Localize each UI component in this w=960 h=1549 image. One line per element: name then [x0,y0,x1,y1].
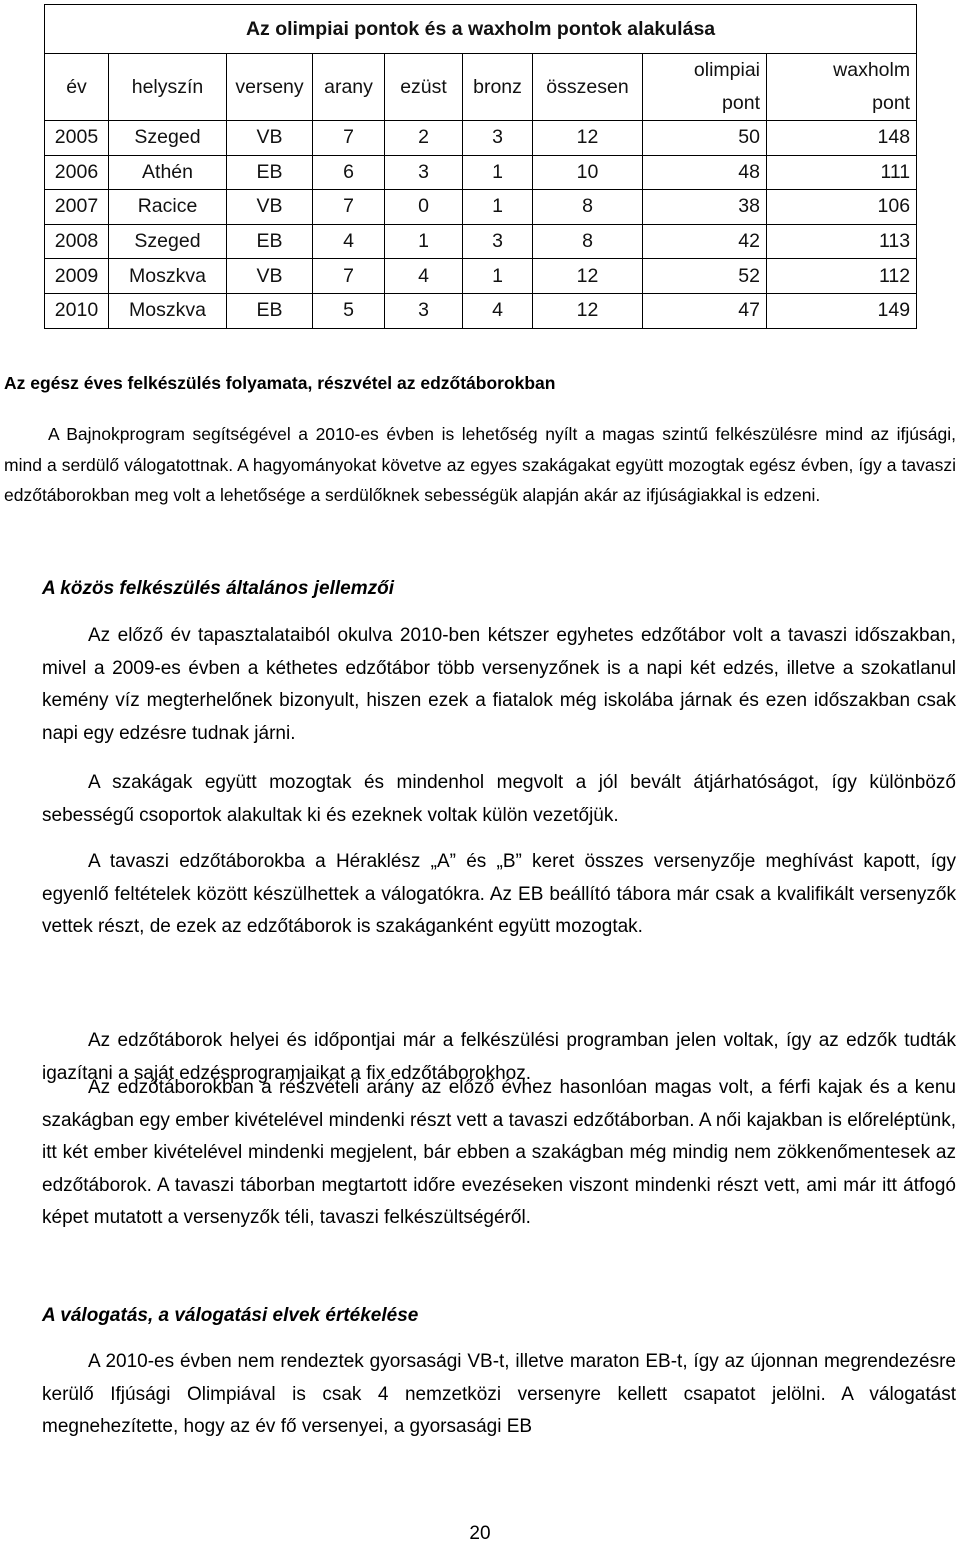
header-waxholm-line2: pont [872,92,911,114]
cell-osszesen: 8 [533,190,643,225]
table-row [45,259,917,294]
cell-bronz: 1 [463,259,533,294]
cell-arany: 6 [313,155,385,190]
cell-helyszin: Moszkva [109,293,227,328]
cell-ezust: 0 [385,190,463,225]
cell-bronz: 3 [463,224,533,259]
cell-helyszin: Moszkva [109,259,227,294]
cell-verseny: EB [227,293,313,328]
cell-verseny: VB [227,259,313,294]
cell-verseny: VB [227,190,313,225]
cell-helyszin: Racice [109,190,227,225]
cell-ezust: 3 [385,155,463,190]
cell-waxholm: 111 [767,155,917,190]
cell-verseny: VB [227,121,313,156]
table-row [45,155,917,190]
header-olimpiai-line2: pont [722,92,760,114]
table-title: Az olimpiai pontok és a waxholm pontok alakulása [45,5,917,54]
cell-helyszin: Athén [109,155,227,190]
cell-olimpiai: 50 [643,121,767,156]
header-waxholm-pont [767,54,917,121]
cell-ezust: 3 [385,293,463,328]
section2-heading: A közös felkészülés általános jellemzői [42,578,394,599]
table-row [45,121,917,156]
section2-paragraph-1: Az előző év tapasztalataiból okulva 2010-ben kétszer egyhetes edzőtábor volt a tavaszi időszakban, mivel a 2009-es évben a kéthetes edzőtábor több versenyzőnek is a napi két edzés, illetve a szokatlanul kemény víz megterhelőnek bizonyult, hiszen ezek a fiatalok még iskolába járnak és ezen időszakban csak napi egy edzésre tudnak járni. [42,625,956,744]
cell-olimpiai: 48 [643,155,767,190]
cell-arany: 7 [313,190,385,225]
cell-waxholm: 113 [767,224,917,259]
cell-ev: 2009 [45,259,109,294]
section2-paragraph-4: Az edzőtáborok helyei és időpontjai már a felkészülési programban jelen voltak, így az edzők tudták igazítani a saját edzésprogramjaikat a fix edzőtáborokhoz. [42,1030,956,1084]
cell-bronz: 1 [463,190,533,225]
table-row [45,190,917,225]
cell-arany: 5 [313,293,385,328]
cell-bronz: 1 [463,155,533,190]
header-verseny: verseny [227,54,313,121]
page-number: 20 [469,1523,491,1544]
header-olimpiai-pont [643,54,767,121]
cell-ev: 2005 [45,121,109,156]
cell-waxholm: 148 [767,121,917,156]
cell-ev: 2010 [45,293,109,328]
header-olimpiai-line1: olimpiai [693,59,760,81]
section2-paragraph-2: A szakágak együtt mozogtak és mindenhol megvolt a jól bevált átjárhatóságot, így különböző sebességű csoportok alakultak ki és ezeknek voltak külön vezetőjük. [42,772,956,826]
cell-olimpiai: 42 [643,224,767,259]
cell-bronz: 3 [463,121,533,156]
cell-waxholm: 149 [767,293,917,328]
cell-osszesen: 12 [533,121,643,156]
cell-bronz: 4 [463,293,533,328]
cell-olimpiai: 47 [643,293,767,328]
section3-heading: A válogatás, a válogatási elvek értékelése [42,1305,419,1326]
cell-helyszin: Szeged [109,121,227,156]
cell-arany: 7 [313,121,385,156]
cell-waxholm: 106 [767,190,917,225]
cell-osszesen: 12 [533,293,643,328]
cell-waxholm: 112 [767,259,917,294]
section2-paragraph-3: A tavaszi edzőtáborokba a Héraklész „A” és „B” keret összes versenyzője meghívást kapott, így egyenlő feltételek között készülhettek a válogatókra. Az EB beállító tábora már csak a kvalifikált versenyzők vettek részt, de ezek az edzőtáborok is szakáganként együtt mozogtak. [42,851,956,937]
section1-paragraph: A Bajnokprogram segítségével a 2010-es évben is lehetőség nyílt a magas szintű felkészülésre mind az ifjúsági, mind a serdülő válogatottnak. A hagyományokat követve az egyes szakágakat együtt mozogtak egész évben, így a tavaszi edzőtáborokban meg volt a lehetősége a serdülőknek sebességük alapján akár az ifjúságiakkal is edzeni. [4,424,956,505]
cell-helyszin: Szeged [109,224,227,259]
cell-osszesen: 10 [533,155,643,190]
header-waxholm-line1: waxholm [833,59,911,81]
cell-verseny: EB [227,155,313,190]
header-ev: év [45,54,109,121]
section1-heading: Az egész éves felkészülés folyamata, részvétel az edzőtáborokban [4,373,556,393]
cell-osszesen: 12 [533,259,643,294]
cell-arany: 7 [313,259,385,294]
table-row [45,293,917,328]
cell-arany: 4 [313,224,385,259]
cell-olimpiai: 52 [643,259,767,294]
cell-ev: 2008 [45,224,109,259]
cell-ev: 2006 [45,155,109,190]
header-ezust: ezüst [385,54,463,121]
header-osszesen: összesen [533,54,643,121]
header-helyszin: helyszín [109,54,227,121]
cell-ezust: 2 [385,121,463,156]
results-table [44,4,917,329]
cell-ev: 2007 [45,190,109,225]
cell-osszesen: 8 [533,224,643,259]
header-bronz: bronz [463,54,533,121]
section2-paragraph-5: Az edzőtáborokban a részvételi arány az előző évhez hasonlóan magas volt, a férfi kajak és a kenu szakágban egy ember kivételével mindenki részt vett a tavaszi edzőtáborban. A női kajakban is előreléptünk, itt két ember kivételével mindenki megjelent, bár ebben a szakágban még mindig nem zökkenőmentesek az edzőtáborok. A tavaszi táborban megtartott időre evezéseken viszont mindenki részt vett, ami már itt átfogó képet mutatott a versenyzők téli, tavaszi felkészültségéről. [42,1077,956,1228]
cell-ezust: 4 [385,259,463,294]
header-arany: arany [313,54,385,121]
cell-ezust: 1 [385,224,463,259]
table-row [45,224,917,259]
cell-olimpiai: 38 [643,190,767,225]
section3-paragraph: A 2010-es évben nem rendeztek gyorsasági VB-t, illetve maraton EB-t, így az újonnan megrendezésre kerülő Ifjúsági Olimpiával is csak 4 nemzetközi versenyre kellett csapatot jelölni. A válogatást megnehezítette, hogy az év fő versenyei, a gyorsasági EB [42,1351,956,1437]
cell-verseny: EB [227,224,313,259]
